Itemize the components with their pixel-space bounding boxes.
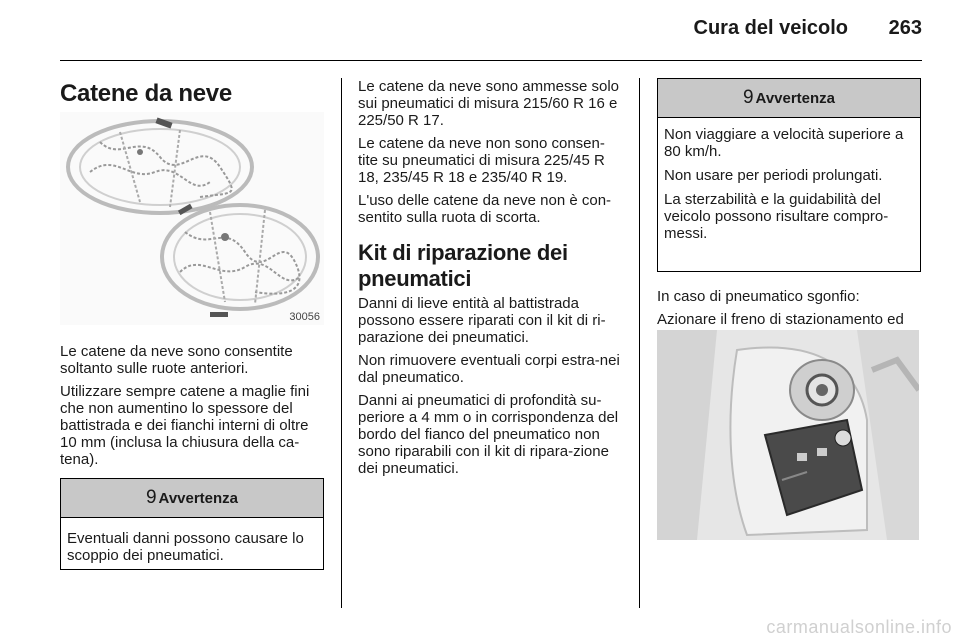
column-1-text [60,343,326,474]
warning-header [61,479,323,518]
snow-chains-illustration [60,112,324,325]
warning-header [658,79,920,118]
paragraph: Le catene da neve sono ammesse solo sui pneumatici di misura 215/60 R 16 e 225/50 R 17. [358,78,619,129]
warning-item: La sterzabilità e la guidabilità del veicolo possono risultare compro-messi. [664,191,889,242]
warning-box-1 [60,478,324,570]
paragraph: Utilizzare sempre catene a maglie fini che non aumentino lo spessore del battistrada e dei fianchi interni di oltre 10 mm (inclusa la chiusura della ca-tena). [60,383,310,468]
page-header [60,0,922,61]
column-divider-1 [341,78,342,608]
watermark: carmanualsonline.info [766,617,952,637]
repair-kit-figure [657,330,919,540]
warning-title: Avvertenza [755,89,836,107]
warning-item: Non usare per periodi prolungati. [664,167,883,184]
column-2 [358,78,624,483]
warning-box-2 [657,78,921,272]
paragraph: Danni ai pneumatici di profondità su-periore a 4 mm o in corrispondenza del bordo del fianco del pneumatico non sono riparabili con il kit di ripara-zione dei pneumatici. [358,392,619,477]
paragraph: L'uso delle catene da neve non è con-sentito sulla ruota di scorta. [358,192,612,226]
paragraph: In caso di pneumatico sgonfio: [657,288,860,305]
snow-chains-figure [60,112,324,325]
page-number: 263 [888,17,922,39]
paragraph: Non rimuovere eventuali corpi estra-nei dal pneumatico. [358,352,620,386]
paragraph: Le catene da neve sono consentite soltanto sulle ruote anteriori. [60,343,293,377]
column-1 [60,80,324,108]
warning-title: Avvertenza [158,489,239,507]
warning-text: Eventuali danni possono causare lo scoppio dei pneumatici. [67,530,304,564]
section-title: Cura del veicolo [693,17,848,39]
warning-item: Non viaggiare a velocità superiore a 80 km/h. [664,126,904,160]
section-heading-repair-kit: Kit di riparazione dei pneumatici [358,240,568,291]
warning-icon: 9 [145,487,157,508]
section-heading-snow-chains: Catene da neve [60,80,232,107]
warning-body [658,118,920,255]
warning-icon: 9 [742,87,754,108]
paragraph-text: Azionare il freno di stazionamento ed [657,311,904,328]
paragraph: Le catene da neve non sono consen-tite su pneumatici di misura 225/45 R 18, 235/45 R 18 e 235/40 R 19. [358,135,605,186]
figure-number: 30056 [289,311,320,323]
column-divider-2 [639,78,640,608]
warning-body [61,518,323,577]
trunk-compartment-illustration [657,330,919,540]
paragraph: Danni di lieve entità al battistrada possono essere riparati con il kit di ri-parazione dei pneumatici. [358,295,606,346]
